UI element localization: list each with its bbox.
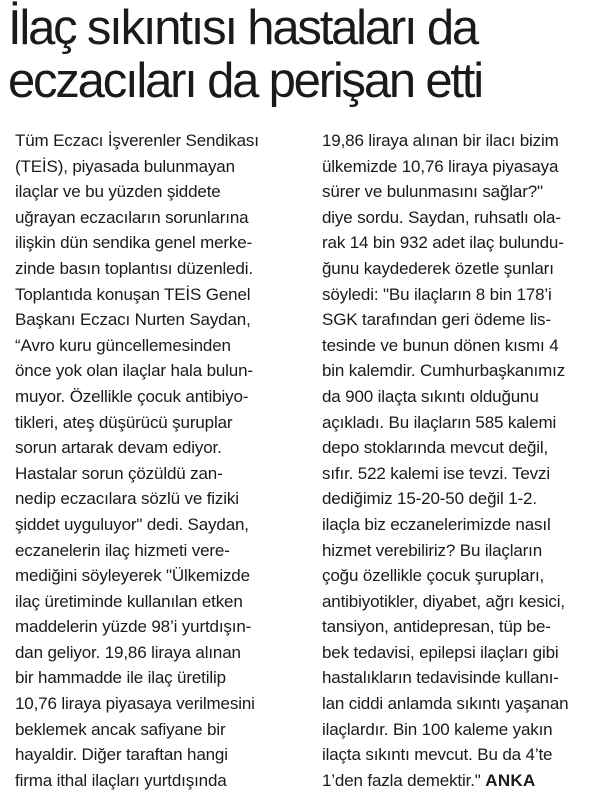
body-line: hastalıkların tedavisinde kullanı- (322, 668, 559, 688)
body-line: rak 14 bin 932 adet ilaç bulundu- (322, 233, 564, 253)
closing-text: 1’den fazla demektir." (322, 770, 481, 790)
body-line: mediğini söyleyerek "Ülkemizde (15, 566, 250, 586)
body-line: firma ithal ilaçları yurtdışında (15, 770, 227, 790)
body-line: tesinde ve bunun dönen kısmı 4 (322, 335, 559, 355)
body-line: depo stoklarında mevcut değil, (322, 438, 549, 458)
body-line: ilişkin dün sendika genel merke- (15, 233, 253, 253)
body-line: hayaldir. Diğer taraftan hangi (15, 745, 228, 765)
body-line: dediğimiz 15-20-50 değil 1-2. (322, 489, 537, 509)
body-line: eczanelerin ilaç hizmeti vere- (15, 540, 230, 560)
body-line: (TEİS), piyasada bulunmayan (15, 156, 235, 176)
body-line: ğunu kaydederek özetle şunları (322, 258, 554, 278)
body-line: zinde basın toplantısı düzenledi. (15, 258, 253, 278)
body-line: şiddet uyguluyor" dedi. Saydan, (15, 514, 249, 534)
body-line: maddelerin yüzde 98’i yurtdışın- (15, 617, 252, 637)
body-line: ilaçlar ve bu yüzden şiddete (15, 182, 221, 202)
body-line: Başkanı Eczacı Nurten Saydan, (15, 310, 251, 330)
headline-line: İlaç sıkıntısı hastaları da (8, 1, 477, 55)
article-column-left (15, 128, 305, 793)
body-line: SGK tarafından geri ödeme lis- (322, 310, 551, 330)
headline-line: eczacıları da perişan etti (8, 54, 482, 108)
body-line: antibiyotikler, diyabet, ağrı kesici, (322, 591, 565, 611)
body-line: beklemek ancak safiyane bir (15, 719, 226, 739)
body-line: tikleri, ateş düşürücü şuruplar (15, 412, 233, 432)
body-line: uğrayan eczacıların sorunlarına (15, 207, 249, 227)
body-line: sürer ve bulunmasını sağlar?" (322, 182, 543, 202)
body-line: bin kalemdir. Cumhurbaşkanımız (322, 361, 566, 381)
body-line: ilaçta sıkıntı mevcut. Bu da 4’te (322, 745, 553, 765)
body-line: “Avro kuru güncellemesinden (15, 335, 231, 355)
body-line: bir hammadde ile ilaç üretilip (15, 668, 226, 688)
body-line: ülkemizde 10,76 liraya piyasaya (322, 156, 559, 176)
body-line: sorun artarak devam ediyor. (15, 438, 222, 458)
body-line: da 900 ilaçta sıkıntı olduğunu (322, 386, 539, 406)
closing-line (322, 768, 604, 793)
body-line: bek tedavisi, epilepsi ilaçları gibi (322, 642, 559, 662)
body-line: açıkladı. Bu ilaçların 585 kalemi (322, 412, 557, 432)
body-line: ilaçla biz eczanelerimizde nasıl (322, 514, 551, 534)
body-line: Toplantıda konuşan TEİS Genel (15, 284, 251, 304)
body-line: önce yok olan ilaçlar hala bulun- (15, 361, 253, 381)
body-line: diye sordu. Saydan, ruhsatlı ola- (322, 207, 561, 227)
body-line: nedip eczacılara sözlü ve fiziki (15, 489, 239, 509)
body-line: söyledi: "Bu ilaçların 8 bin 178’i (322, 284, 552, 304)
body-line: dan geliyor. 19,86 liraya alınan (15, 642, 241, 662)
body-line: 10,76 liraya piyasaya verilmesini (15, 694, 255, 714)
body-line: Hastalar sorun çözüldü zan- (15, 463, 223, 483)
body-line: 19,86 liraya alınan bir ilacı bizim (322, 131, 559, 150)
body-line: Tüm Eczacı İşverenler Sendikası (15, 131, 259, 150)
news-agency-credit: ANKA (485, 770, 536, 790)
headline (8, 2, 604, 108)
body-line: muyor. Özellikle çocuk antibiyo- (15, 386, 249, 406)
body-line: ilaçlardır. Bin 100 kaleme yakın (322, 719, 553, 739)
body-line: ilaç üretiminde kullanılan etken (15, 591, 243, 611)
body-line: hizmet verebiliriz? Bu ilaçların (322, 540, 543, 560)
body-line: tansiyon, antidepresan, tüp be- (322, 617, 551, 637)
body-line: lan ciddi anlamda sıkıntı yaşanan (322, 694, 569, 714)
body-line: sıfır. 522 kalemi ise tevzi. Tevzi (322, 463, 550, 483)
body-line: çoğu özellikle çocuk şurupları, (322, 566, 545, 586)
article-column-right (322, 128, 604, 793)
